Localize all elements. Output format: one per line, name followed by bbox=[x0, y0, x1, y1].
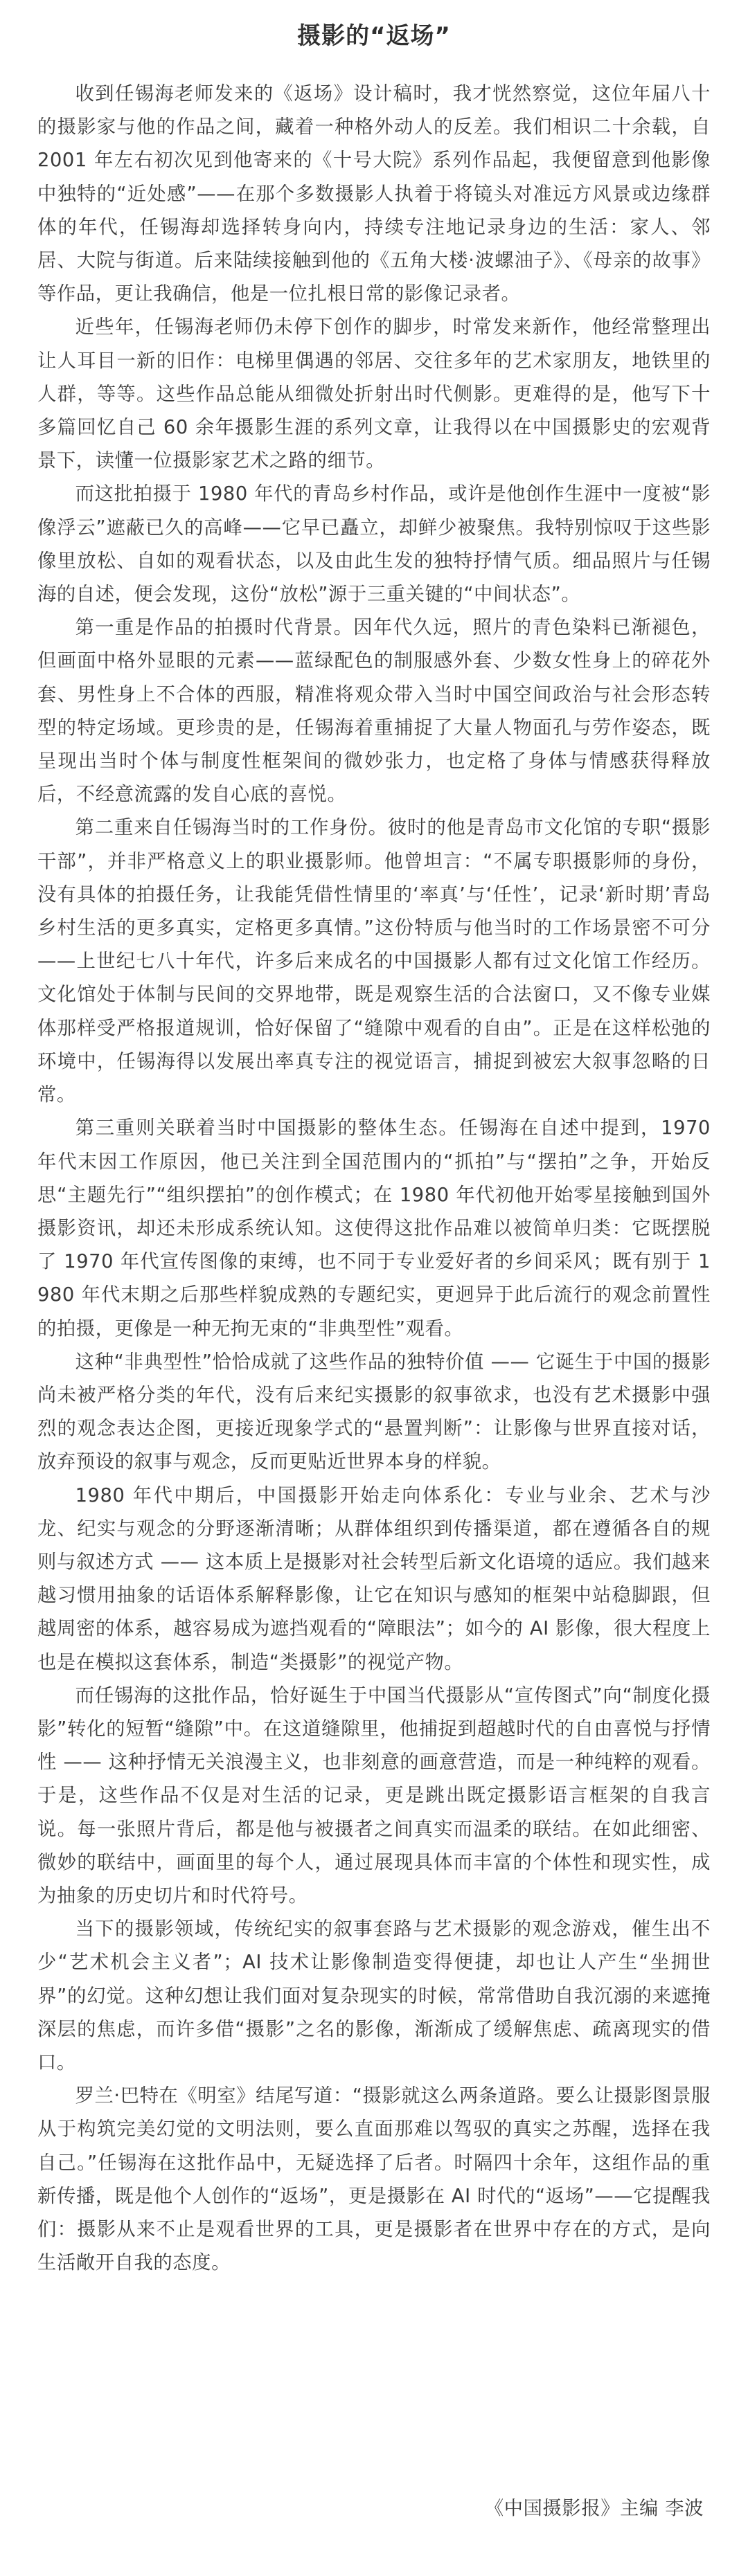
paragraph: 第三重则关联着当时中国摄影的整体生态。任锡海在自述中提到，1970 年代末因工作原因，他已关注到全国范围内的“抓拍”与“摆拍”之争，开始反思“主题先行”“组织摆拍”的创作模式；在 1980 年代初他开始零星接触到国外摄影资讯，却还未形成系统认知。这使得这批作品难以被简单归类：它既摆脱了 1970 年代宣传图像的束缚，也不同于专业爱好者的乡间采风；既有别于 1980 年代末期之后那些样貌成熟的专题纪实，更迥异于此后流行的观念前置性的拍摄，更像是一种无拘无束的“非典型性”观看。 bbox=[37, 1117, 711, 1340]
paragraph: 这种“非典型性”恰恰成就了这些作品的独特价值 —— 它诞生于中国的摄影尚未被严格分类的年代，没有后来纪实摄影的叙事欲求，也没有艺术摄影中强烈的观念表达企图，更接近现象学式的“悬置判断”：让影像与世界直接对话，放弃预设的叙事与观念，反而更贴近世界本身的样貌。 bbox=[37, 1351, 711, 1473]
article-body bbox=[37, 78, 711, 2280]
article-title: 摄影的“返场” bbox=[297, 22, 451, 50]
paragraph: 罗兰·巴特在《明室》结尾写道：“摄影就这么两条道路。要么让摄影图景服从于构筑完美幻觉的文明法则，要么直面那难以驾驭的真实之苏醒，选择在我自己。”任锡海在这批作品中，无疑选择了后者。时隔四十余年，这组作品的重新传播，既是他个人创作的“返场”，更是摄影在 AI 时代的“返场”——它提醒我们：摄影从来不止是观看世界的工具，更是摄影者在世界中存在的方式，是向生活敞开自我的态度。 bbox=[37, 2085, 711, 2274]
paragraph: 而这批拍摄于 1980 年代的青岛乡村作品，或许是他创作生涯中一度被“影像浮云”遮蔽已久的高峰——它早已矗立，却鲜少被聚焦。我特别惊叹于这些影像里放松、自如的观看状态，以及由此生发的独特抒情气质。细品照片与任锡海的自述，便会发现，这份“放松”源于三重关键的“中间状态”。 bbox=[37, 483, 711, 606]
paragraph: 1980 年代中期后，中国摄影开始走向体系化：专业与业余、艺术与沙龙、纪实与观念的分野逐渐清晰；从群体组织到传播渠道，都在遵循各自的规则与叙述方式 —— 这本质上是摄影对社会转型后新文化语境的适应。我们越来越习惯用抽象的话语体系解释影像，让它在知识与感知的框架中站稳脚跟，但越周密的体系，越容易成为遮挡观看的“障眼法”；如今的 AI 影像，很大程度上也是在模拟这套体系，制造“类摄影”的视觉产物。 bbox=[37, 1484, 711, 1673]
paragraph: 第一重是作品的拍摄时代背景。因年代久远，照片的青色染料已渐褪色，但画面中格外显眼的元素——蓝绿配色的制服感外套、少数女性身上的碎花外套、男性身上不合体的西服，精准将观众带入当时中国空间政治与社会形态转型的特定场域。更珍贵的是，任锡海着重捕捉了大量人物面孔与劳作姿态，既呈现出当时个体与制度性框架间的微妙张力，也定格了身体与情感获得释放后，不经意流露的发自心底的喜悦。 bbox=[37, 617, 711, 806]
author-signature: 《中国摄影报》主编 李波 bbox=[484, 2498, 704, 2519]
paragraph: 第二重来自任锡海当时的工作身份。彼时的他是青岛市文化馆的专职“摄影干部”，并非严格意义上的职业摄影师。他曾坦言：“不属专职摄影师的身份，没有具体的拍摄任务，让我能凭借性情里的‘率真’与‘任性’，记录‘新时期’青岛乡村生活的更多真实，定格更多真情。”这份特质与他当时的工作场景密不可分——上世纪七八十年代，许多后来成名的中国摄影人都有过文化馆工作经历。文化馆处于体制与民间的交界地带，既是观察生活的合法窗口，又不像专业媒体那样受严格报道规训，恰好保留了“缝隙中观看的自由”。正是在这样松弛的环境中，任锡海得以发展出率真专注的视觉语言，捕捉到被宏大叙事忽略的日常。 bbox=[37, 817, 711, 1106]
paragraph: 收到任锡海老师发来的《返场》设计稿时，我才恍然察觉，这位年届八十的摄影家与他的作品之间，藏着一种格外动人的反差。我们相识二十余载，自 2001 年左右初次见到他寄来的《十号大院》系列作品起，我便留意到他影像中独特的“近处感”——在那个多数摄影人执着于将镜头对准远方风景或边缘群体的年代，任锡海却选择转身向内，持续专注地记录身边的生活：家人、邻居、大院与街道。后来陆续接触到他的《五角大楼·波螺油子》、《母亲的故事》等作品，更让我确信，他是一位扎根日常的影像记录者。 bbox=[37, 83, 711, 305]
paragraph: 当下的摄影领域，传统纪实的叙事套路与艺术摄影的观念游戏，催生出不少“艺术机会主义者”；AI 技术让影像制造变得便捷，却也让人产生“坐拥世界”的幻觉。这种幻想让我们面对复杂现实的时候，常常借助自我沉溺的来遮掩深层的焦虑，而许多借“摄影”之名的影像，渐渐成了缓解焦虑、疏离现实的借口。 bbox=[37, 1918, 711, 2073]
paragraph: 近些年，任锡海老师仍未停下创作的脚步，时常发来新作，他经常整理出让人耳目一新的旧作：电梯里偶遇的邻居、交往多年的艺术家朋友，地铁里的人群，等等。这些作品总能从细微处折射出时代侧影。更难得的是，他写下十多篇回忆自己 60 余年摄影生涯的系列文章，让我得以在中国摄影史的宏观背景下，读懂一位摄影家艺术之路的细节。 bbox=[37, 316, 711, 472]
paragraph: 而任锡海的这批作品，恰好诞生于中国当代摄影从“宣传图式”向“制度化摄影”转化的短暂“缝隙”中。在这道缝隙里，他捕捉到超越时代的自由喜悦与抒情性 —— 这种抒情无关浪漫主义，也非刻意的画意营造，而是一种纯粹的观看。于是，这些作品不仅是对生活的记录，更是跳出既定摄影语言框架的自我言说。每一张照片背后，都是他与被摄者之间真实而温柔的联结。在如此细密、微妙的联结中，画面里的每个人，通过展现具体而丰富的个体性和现实性，成为抽象的历史切片和时代符号。 bbox=[37, 1684, 711, 1907]
